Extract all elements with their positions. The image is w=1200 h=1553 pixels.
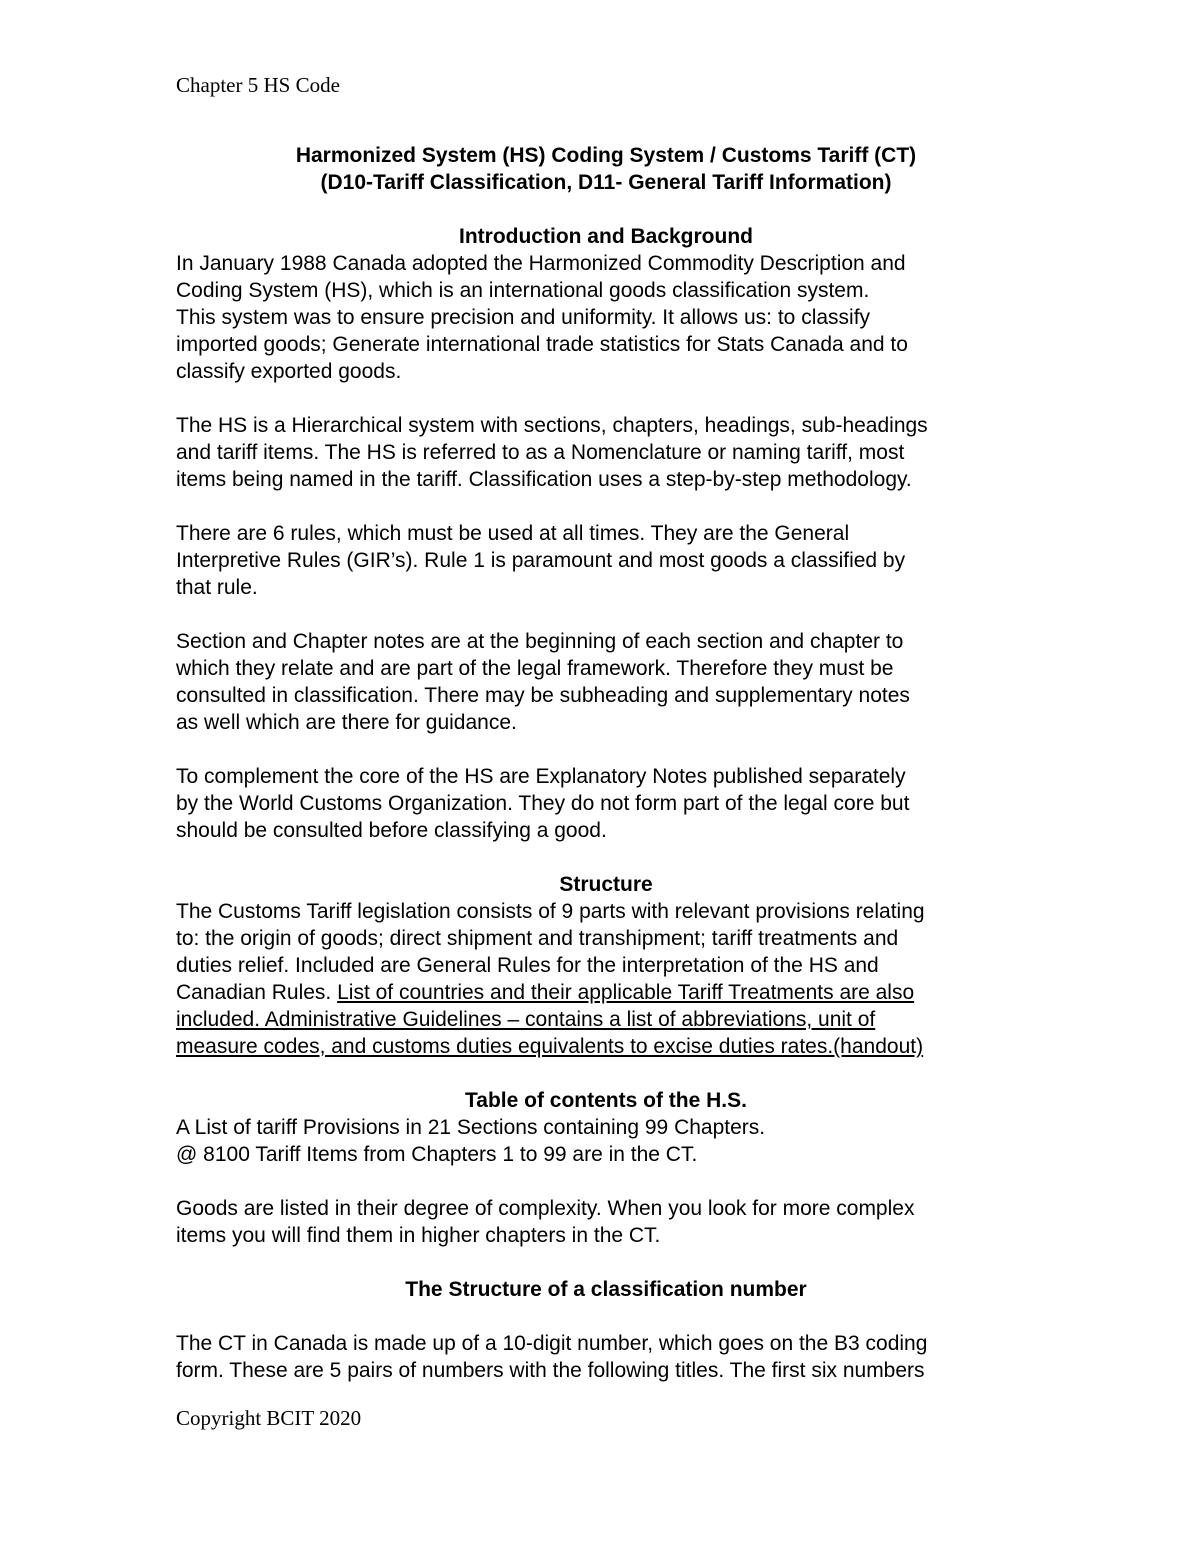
paragraph-toc-2	[176, 1195, 1036, 1249]
text-line: Interpretive Rules (GIR’s). Rule 1 is paramount and most goods a classified by	[176, 549, 906, 572]
document-body	[176, 142, 1036, 1384]
text-line: and tariff items. The HS is referred to as a Nomenclature or naming tariff, most	[176, 441, 905, 464]
page-header: Chapter 5 HS Code	[176, 73, 340, 97]
section-heading-introduction: Introduction and Background	[459, 225, 753, 248]
text-line: as well which are there for guidance.	[176, 711, 517, 734]
text-line: Coding System (HS), which is an international goods classification system.	[176, 279, 870, 302]
text-line: The Customs Tariff legislation consists of 9 parts with relevant provisions relating	[176, 900, 925, 923]
text-line: In January 1988 Canada adopted the Harmonized Commodity Description and	[176, 252, 906, 275]
text-line: imported goods; Generate international trade statistics for Stats Canada and to	[176, 333, 908, 356]
text-plain: Canadian Rules.	[176, 981, 338, 1004]
underlined-text-line: measure codes, and customs duties equivalents to excise duties rates.(handout)	[176, 1035, 924, 1058]
text-line	[176, 979, 1036, 1006]
paragraph-intro-2	[176, 412, 1036, 493]
section-heading-classification-number: The Structure of a classification number	[405, 1278, 807, 1301]
text-line: @ 8100 Tariff Items from Chapters 1 to 99 are in the CT.	[176, 1143, 698, 1166]
text-line: duties relief. Included are General Rules for the interpretation of the HS and	[176, 954, 879, 977]
text-line: There are 6 rules, which must be used at all times. They are the General	[176, 522, 850, 545]
text-line: This system was to ensure precision and uniformity. It allows us: to classify	[176, 306, 871, 329]
page-footer: Copyright BCIT 2020	[176, 1406, 362, 1430]
paragraph-classification	[176, 1330, 1036, 1384]
section-heading-table-of-contents: Table of contents of the H.S.	[465, 1089, 747, 1112]
text-line: Section and Chapter notes are at the beginning of each section and chapter to	[176, 630, 904, 653]
underlined-text: List of countries and their applicable Tariff Treatments are also	[337, 981, 915, 1004]
paragraph-intro-4	[176, 628, 1036, 736]
text-line: A List of tariff Provisions in 21 Sections containing 99 Chapters.	[176, 1116, 766, 1139]
paragraph-toc-1	[176, 1114, 1036, 1168]
text-line: Goods are listed in their degree of complexity. When you look for more complex	[176, 1197, 915, 1220]
text-line: that rule.	[176, 576, 258, 599]
text-line: which they relate and are part of the legal framework. Therefore they must be	[176, 657, 894, 680]
text-line: The CT in Canada is made up of a 10-digit number, which goes on the B3 coding	[176, 1332, 928, 1355]
document-title-line-2: (D10-Tariff Classification, D11- General Tariff Information)	[320, 171, 892, 194]
underlined-text-line: included. Administrative Guidelines – contains a list of abbreviations, unit of	[176, 1008, 876, 1031]
text-line: The HS is a Hierarchical system with sections, chapters, headings, sub-headings	[176, 414, 928, 437]
paragraph-intro-5	[176, 763, 1036, 844]
text-line: should be consulted before classifying a good.	[176, 819, 607, 842]
paragraph-structure	[176, 898, 1036, 1060]
text-line: classify exported goods.	[176, 360, 402, 383]
text-line: consulted in classification. There may be subheading and supplementary notes	[176, 684, 910, 707]
paragraph-intro-1	[176, 250, 1036, 385]
text-line: by the World Customs Organization. They do not form part of the legal core but	[176, 792, 910, 815]
paragraph-intro-3	[176, 520, 1036, 601]
text-line: to: the origin of goods; direct shipment and transhipment; tariff treatments and	[176, 927, 899, 950]
section-heading-structure: Structure	[559, 873, 653, 896]
document-title-line-1: Harmonized System (HS) Coding System / Customs Tariff (CT)	[295, 144, 917, 167]
text-line: To complement the core of the HS are Explanatory Notes published separately	[176, 765, 906, 788]
text-line: items you will find them in higher chapters in the CT.	[176, 1224, 661, 1247]
text-line: items being named in the tariff. Classification uses a step-by-step methodology.	[176, 468, 912, 491]
text-line: form. These are 5 pairs of numbers with the following titles. The first six numbers	[176, 1359, 925, 1382]
